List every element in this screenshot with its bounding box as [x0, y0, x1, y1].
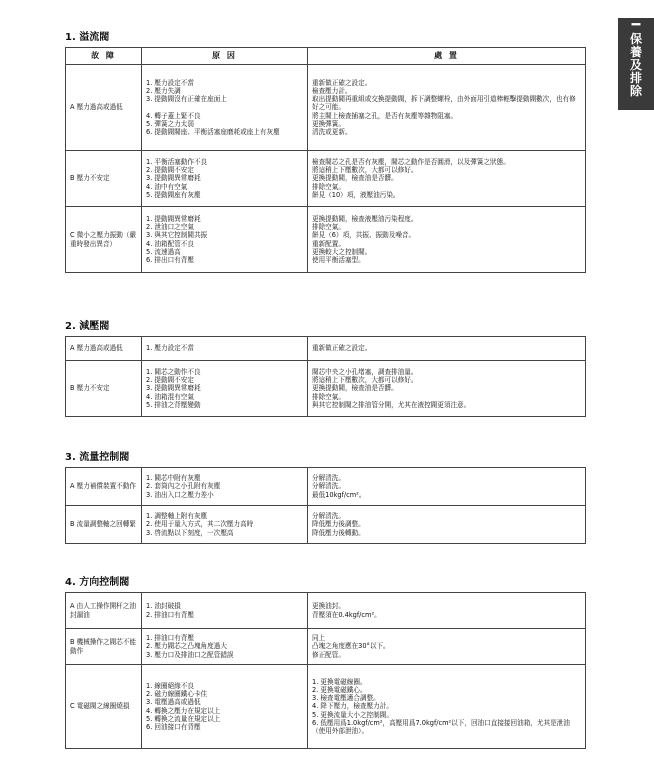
- fault-cell: B 壓力不安定: [66, 361, 142, 417]
- remedy-item: 將這稍上下壓數次，大都可以修好。: [312, 166, 418, 175]
- troubleshooting-table: [65, 467, 586, 544]
- fault-cell: C 微小之壓力振動（嚴重時發出異音）: [66, 207, 142, 273]
- cause-item: 4. 轉子蓋上緊不良: [146, 111, 201, 120]
- remedy-item: 更換較大之控制閥。: [312, 247, 372, 256]
- cause-item: 1. 油封破損: [146, 602, 181, 611]
- cause-item: 3. 與其它控制閥共振: [146, 231, 208, 240]
- remedy-item: 分解清洗。: [312, 482, 345, 491]
- cause-item: 6. 回油接口有背壓: [146, 722, 201, 731]
- cause-item: 2. 使用于量入方式，其二次壓力高時: [146, 520, 254, 529]
- cause-item: 2. 套筒內之小孔附有灰塵: [146, 482, 221, 491]
- cause-item: 1. 排油口有背壓: [146, 634, 194, 643]
- cause-item: 1. 提動閥異常磨耗: [146, 214, 201, 223]
- remedy-cell: [308, 593, 586, 629]
- remedy-item: 餅見（10）項，液壓油污染。: [312, 190, 400, 199]
- cause-item: 4. 轉換之壓力在規定以上: [146, 706, 221, 715]
- remedy-item: 降低壓力後調整。: [312, 520, 365, 529]
- table-row: [66, 629, 586, 665]
- remedy-item: 餅見（6）項，共振、振動及噪音。: [312, 231, 416, 240]
- cause-item: 2. 排油口有背壓: [146, 610, 194, 619]
- remedy-item: 更換提動閥，檢查油是否髒。: [312, 174, 398, 183]
- remedy-cell: [308, 629, 586, 665]
- side-tab: [618, 18, 654, 110]
- cause-cell: [142, 629, 308, 665]
- cause-item: [146, 104, 303, 112]
- remedy-item: 降低壓力後轉動。: [312, 528, 365, 537]
- cause-item: 4. 油箱混有空氣: [146, 392, 194, 401]
- cause-item: 1. 壓力設定不當: [146, 78, 194, 87]
- section-title: 1. 溢流閥: [65, 32, 110, 43]
- remedy-item: 凸塊之角度應在30°以下。: [312, 642, 390, 651]
- fault-cell: A 由人工操作開杆之油封漏油: [66, 593, 142, 629]
- fault-cell: A 壓力過高或過低: [66, 65, 142, 151]
- cause-item: 2. 磁力線圈鐵心卡住: [146, 690, 208, 699]
- remedy-cell: [308, 151, 586, 207]
- cause-item: 6. 排出口有背壓: [146, 255, 194, 264]
- cause-item: 2. 提動閥不安定: [146, 376, 194, 385]
- section-flow-control-valve: [65, 448, 585, 544]
- remedy-cell: [308, 665, 586, 749]
- cause-item: 1. 平衡活塞動作不良: [146, 157, 208, 166]
- cause-item: 4. 油箱配管不良: [146, 239, 194, 248]
- cause-item: 2. 提動閥不安定: [146, 166, 194, 175]
- header-cause: 原 因: [142, 48, 308, 65]
- fault-cell: C 電磁閥之線圈燒損: [66, 665, 142, 749]
- table-row: [66, 506, 586, 544]
- section-pressure-reducing-valve: [65, 317, 585, 417]
- fault-cell: A 壓力過高或過低: [66, 337, 142, 361]
- remedy-item: 3. 檢查電壓適合調整。: [312, 694, 380, 703]
- remedy-item: 重新做正確之設定。: [312, 344, 372, 353]
- cause-item: 3. 電壓過高或過低: [146, 698, 201, 707]
- table-row: [66, 361, 586, 417]
- cause-cell: [142, 207, 308, 273]
- cause-item: 1. 壓力設定不當: [146, 344, 194, 353]
- remedy-item: 排除空氣。: [312, 223, 345, 232]
- remedy-item: 與其它控制閥之排油管分開，尤其在液控閥更須注意。: [312, 400, 471, 409]
- remedy-item: 1. 更換電磁線圈。: [312, 677, 367, 686]
- cause-cell: [142, 337, 308, 361]
- remedy-item: 分解清洗。: [312, 512, 345, 521]
- cause-cell: [142, 468, 308, 506]
- cause-item: 5. 流速過高: [146, 247, 181, 256]
- remedy-item: 取出提動閥再重組或交換提動閥，拆下調整螺栓，由外面用引道棒輕擊提動閥數次，也有修好之可能。: [312, 95, 576, 112]
- table-row: [66, 665, 586, 749]
- cause-item: 2. 泄油口之空氣: [146, 223, 194, 232]
- cause-item: 1. 閥芯中附有灰塵: [146, 474, 201, 483]
- remedy-item: 最低10kgf/cm²。: [312, 490, 366, 499]
- remedy-item: 修正配管。: [312, 650, 345, 659]
- remedy-cell: [308, 207, 586, 273]
- cause-cell: [142, 593, 308, 629]
- cause-cell: [142, 506, 308, 544]
- header-fault: 故 障: [66, 48, 142, 65]
- remedy-cell: [308, 337, 586, 361]
- remedy-item: 6. 低壓用爲1.0kgf/cm²，高壓用爲7.0kgf/cm²以下，回油口直接接回油箱，尤其是泄油（使用外部泄油）。: [312, 718, 570, 735]
- fault-cell: B 機械操作之閥芯不能動作: [66, 629, 142, 665]
- remedy-item: 排除空氣。: [312, 182, 345, 191]
- remedy-cell: [308, 361, 586, 417]
- cause-item: 3. 提動閥異常磨耗: [146, 174, 201, 183]
- remedy-item: 使用平衡活塞型。: [312, 255, 365, 264]
- section-directional-control-valve: [65, 573, 585, 749]
- fault-cell: B 流量調整軸之回轉緊: [66, 506, 142, 544]
- remedy-item: 排除空氣。: [312, 392, 345, 401]
- remedy-item: 4. 降下壓力，檢查壓力計。: [312, 702, 393, 711]
- cause-item: 5. 排油之背壓變動: [146, 400, 201, 409]
- troubleshooting-table: [65, 592, 586, 749]
- remedy-cell: [308, 65, 586, 151]
- remedy-item: 分解清洗。: [312, 474, 345, 483]
- fault-cell: A 壓力補償裝置不動作: [66, 468, 142, 506]
- cause-item: 3. 啓流點以下刻度，一次壓高: [146, 528, 234, 537]
- cause-cell: [142, 65, 308, 151]
- cause-item: 3. 壓力口及排油口之配管錯誤: [146, 650, 234, 659]
- fault-cell: B 壓力不安定: [66, 151, 142, 207]
- section-title: 3. 流量控制閥: [65, 452, 130, 463]
- troubleshooting-table: [65, 47, 586, 273]
- remedy-item: 更換提動閥，檢查液壓油污染程度。: [312, 214, 418, 223]
- cause-cell: [142, 361, 308, 417]
- remedy-item: 更換彈簧。: [312, 119, 345, 128]
- table-row: [66, 468, 586, 506]
- remedy-item: 2. 更換電磁鐵心。: [312, 685, 367, 694]
- table-row: [66, 65, 586, 151]
- cause-item: 1. 線圈絕緣不良: [146, 681, 194, 690]
- cause-cell: [142, 151, 308, 207]
- cause-cell: [142, 665, 308, 749]
- remedy-item: 將主閥上檢查插塞之孔，是否有灰塵等雜物阻塞。: [312, 111, 458, 120]
- remedy-item: 更換油封。: [312, 602, 345, 611]
- cause-item: 3. 提動閥沒有正確在座面上: [146, 95, 227, 104]
- remedy-cell: [308, 468, 586, 506]
- section-title: 2. 減壓閥: [65, 321, 110, 332]
- remedy-item: 重新做正確之設定。: [312, 78, 372, 87]
- remedy-item: 清洗或更新。: [312, 128, 352, 136]
- cause-item: 3. 油出入口之壓力差小: [146, 490, 214, 499]
- remedy-item: 背壓須在0.4kgf/cm²。: [312, 610, 381, 619]
- troubleshooting-table: [65, 336, 586, 417]
- table-row: [66, 207, 586, 273]
- remedy-item: 將這稍上下壓數次，大都可以修好。: [312, 376, 418, 385]
- remedy-item: 更換提動閥，檢查油是否髒。: [312, 384, 398, 393]
- side-tab-label: I 保養及排除: [628, 22, 643, 98]
- section-relief-valve: [65, 28, 585, 273]
- cause-item: 5. 彈簧之力太弱: [146, 119, 194, 128]
- cause-item: 1. 調整軸上附有灰塵: [146, 512, 208, 521]
- table-row: [66, 337, 586, 361]
- cause-item: 6. 提動閥閥座、平衡活塞座磨耗或座上有灰塵: [146, 127, 280, 136]
- cause-item: 5. 提動閥座有灰塵: [146, 190, 201, 199]
- table-row: [66, 593, 586, 629]
- remedy-item: 同上: [312, 634, 326, 643]
- remedy-cell: [308, 506, 586, 544]
- remedy-item: 重新配置。: [312, 239, 345, 248]
- cause-item: 4. 油中有空氣: [146, 182, 188, 191]
- remedy-item: 5. 更換流量大小之控制閥。: [312, 710, 393, 719]
- table-row: [66, 151, 586, 207]
- remedy-item: 閥芯中央之小孔堵塞，調查排油量。: [312, 367, 418, 376]
- cause-item: 2. 壓力失調: [146, 87, 181, 96]
- cause-item: 5. 轉換之流量在規定以上: [146, 714, 221, 723]
- remedy-item: 檢查閥芯之孔是否有灰塵，閥芯之動作是否圓滑，以及彈簧之狀態。: [312, 157, 510, 166]
- cause-item: 3. 提動閥異常磨耗: [146, 384, 201, 393]
- remedy-item: 檢查壓力計。: [312, 86, 352, 95]
- cause-item: 1. 閥芯之動作不良: [146, 367, 201, 376]
- section-title: 4. 方向控制閥: [65, 577, 130, 588]
- table-header-row: [66, 48, 586, 65]
- header-remedy: 處 置: [308, 48, 586, 65]
- cause-item: 2. 壓力閥芯之凸塊角度過大: [146, 642, 227, 651]
